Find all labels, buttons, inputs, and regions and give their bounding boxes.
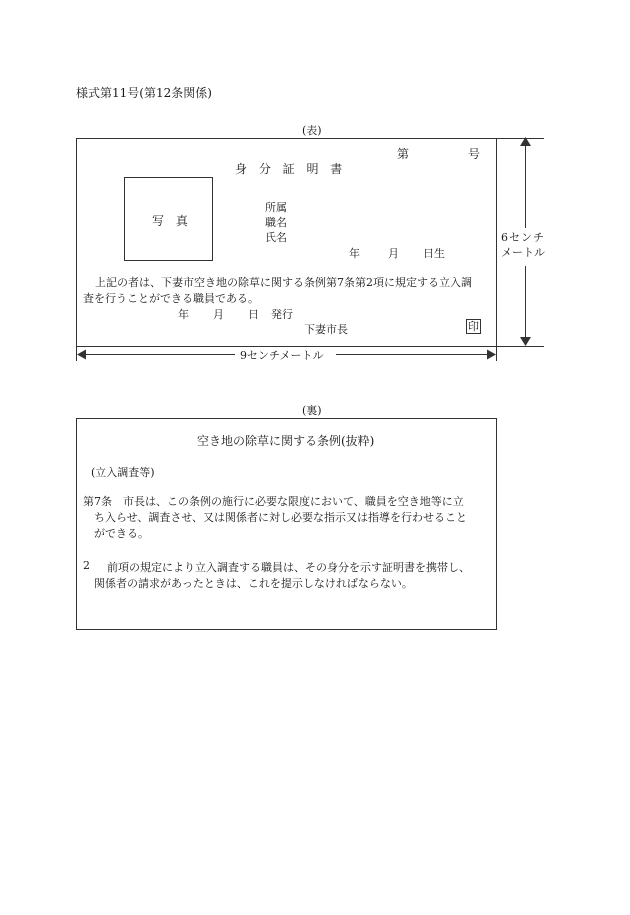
width-label: 9センチメートル (240, 349, 324, 362)
height-extension-bottom (497, 346, 544, 347)
width-arrow-right-icon (486, 349, 496, 360)
height-extension-top (497, 138, 544, 139)
width-dimension-line-left (80, 354, 235, 355)
back-side-label: (裏) (302, 404, 322, 417)
height-label-line-1: 6センチ (501, 231, 545, 244)
section-heading: (立入調査等) (91, 466, 155, 479)
photo-label: 写 真 (152, 214, 192, 228)
paragraph-2-line-2: 関係者の請求があったときは、これを提示しなければならない。 (94, 577, 413, 590)
ordinance-title: 空き地の除草に関する条例(抜粋) (197, 434, 375, 448)
field-name: 氏名 (265, 231, 287, 244)
issue-month: 月 (213, 308, 224, 321)
statement-line-2: 査を行うことができる職員である。 (83, 292, 259, 305)
article-7-line-3: ができる。 (94, 527, 149, 540)
card-number-prefix: 第 (397, 147, 410, 161)
birth-year: 年 (349, 247, 360, 260)
issue-year: 年 (178, 308, 189, 321)
field-position: 職名 (265, 216, 287, 229)
birth-day: 日生 (423, 247, 445, 260)
issuer: 下妻市長 (304, 323, 348, 336)
width-dimension-line-right (336, 354, 493, 355)
paragraph-2-line-1: 前項の規定により立入調査する職員は、その身分を示す証明書を携帯し、 (107, 561, 470, 574)
height-dimension-line-upper (525, 140, 526, 228)
width-arrow-left-icon (77, 349, 87, 360)
article-7-line-2: ち入らせ、調査させ、又は関係者に対し必要な指示又は指導を行わせること (94, 511, 468, 524)
card-number-suffix: 号 (468, 147, 481, 161)
height-dimension-line-lower (525, 266, 526, 345)
width-extension-right (496, 347, 497, 361)
card-title: 身 分 証 明 書 (235, 162, 347, 176)
statement-line-1: 上記の者は、下妻市空き地の除草に関する条例第7条第2項に規定する立入調 (95, 276, 472, 289)
article-7-line-1: 市長は、この条例の施行に必要な限度において、職員を空き地等に立 (123, 495, 464, 508)
id-card-back (76, 418, 497, 630)
photo-area (124, 177, 213, 261)
field-affiliation: 所属 (265, 201, 287, 214)
height-label-line-2: メートル (501, 246, 545, 259)
front-side-label: (表) (302, 124, 322, 137)
seal-mark: 印 (468, 320, 479, 333)
article-7-label: 第7条 (83, 495, 112, 508)
birth-month: 月 (388, 247, 399, 260)
form-number: 様式第11号(第12条関係) (76, 86, 212, 100)
issue-day: 日 (248, 308, 259, 321)
paragraph-2-number: 2 (83, 559, 90, 572)
id-card-front (76, 138, 497, 347)
issue-label: 発行 (271, 308, 293, 321)
